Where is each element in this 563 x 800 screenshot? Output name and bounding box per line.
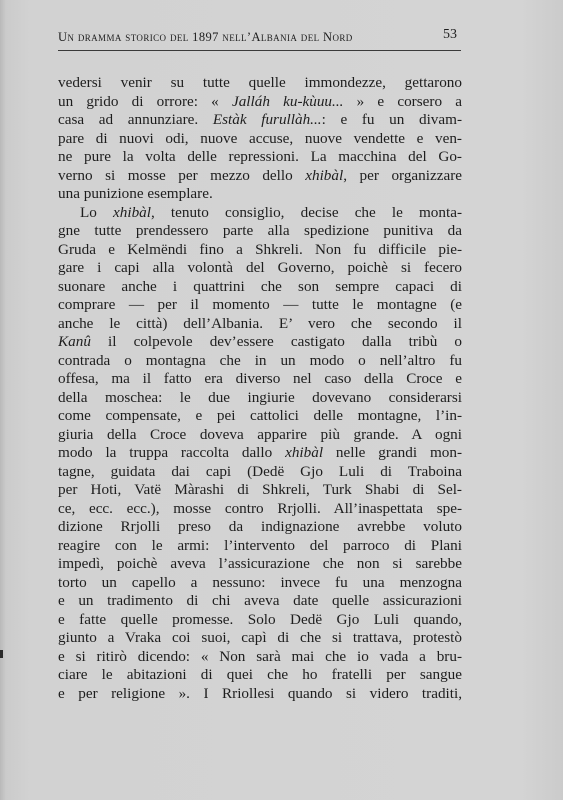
text-line: impedì, poichè aveva l’assicurazione che non si sarebbe bbox=[58, 555, 462, 572]
italic-term: Estàk furullàh... bbox=[212, 111, 322, 128]
italic-term: xhibàl bbox=[113, 203, 151, 221]
text-line: offesa, ma il fatto era diverso nel caso della Croce e bbox=[58, 370, 462, 387]
text-line: una punizione esemplare. bbox=[58, 185, 213, 202]
text-line: ce, ecc. ecc.), mosse contro Rrjolli. All’inaspettata spe- bbox=[58, 499, 462, 517]
text-line: Gruda e Kelmëndi fino a Shkreli. Non fu difficile pie- bbox=[58, 240, 462, 258]
text-line: casa ad annunziare. Estàk furullàh...: e fu un divam- bbox=[58, 111, 462, 128]
text-line: vedersi venir su tutte quelle immondezze, gettarono bbox=[58, 74, 462, 91]
text-line: tagne, guidata dai capi (Dedë Gjo Luli di Traboina bbox=[58, 462, 462, 480]
italic-term: xhibàl bbox=[285, 444, 324, 461]
text-line: per Hoti, Vatë Màrashi di Shkreli, Turk Shabi di Sel- bbox=[58, 481, 462, 498]
italic-term: Kanû bbox=[58, 333, 91, 350]
text-line: giuria della Croce doveva apparire più grande. A ogni bbox=[58, 425, 462, 443]
text-line: suonare anche i quattrini che son sempre capaci di bbox=[58, 277, 462, 295]
text-line: Lo xhibàl, tenuto consiglio, decise che le monta- bbox=[80, 203, 462, 221]
italic-term: xhibàl bbox=[305, 166, 344, 184]
text-line: comprare — per il momento — tutte le montagne (e bbox=[58, 296, 462, 313]
text-line: e un tradimento di chi aveva date quelle assicurazioni bbox=[58, 592, 462, 609]
text-line: come compensate, e pei cattolici delle montagne, l’in- bbox=[58, 407, 462, 424]
text-line: modo la truppa raccolta dallo xhibàl nelle grandi mon- bbox=[58, 444, 462, 461]
text-line: verno si mosse per mezzo dello xhibàl, per organizzare bbox=[58, 166, 462, 184]
text-line: giunto a Vraka coi suoi, capì di che si trattava, protestò bbox=[58, 629, 462, 646]
text-line: reagire con le armi: l’intervento del parroco di Plani bbox=[58, 536, 462, 554]
text-line: anche le città) dell’Albania. E’ vero che secondo il bbox=[58, 314, 462, 332]
text-line: torto un capello a nessuno: invece fu una menzogna bbox=[58, 573, 462, 591]
text-line: pare di nuovi odi, nuove accuse, nuove vendette e ven- bbox=[58, 129, 462, 147]
text-line: contrada o montagna che in un modo o nell’altro fu bbox=[58, 351, 462, 369]
scan-edge-mark bbox=[0, 650, 3, 658]
text-line: e si ritirò dicendo: « Non sarà mai che io vada a bru- bbox=[58, 647, 462, 665]
text-line: ne pure la volta delle repressioni. La macchina del Go- bbox=[58, 148, 462, 165]
text-line: dizione Rrjolli preso da indignazione avrebbe voluto bbox=[58, 518, 462, 535]
text-line: gne tutte prendessero parte alla spedizione punitiva da bbox=[58, 222, 462, 239]
text-line: un grido di orrore: « Jalláh ku-kùuu... » e corsero a bbox=[58, 92, 462, 110]
text-line: Kanû il colpevole dev’essere castigato dalla tribù o bbox=[58, 333, 462, 350]
body-text bbox=[58, 74, 462, 703]
text-line: e fatte quelle promesse. Solo Dedë Gjo Luli quando, bbox=[58, 610, 462, 628]
page-number: 53 bbox=[443, 27, 457, 42]
header-rule bbox=[58, 50, 461, 51]
text-line: ciare le abitazioni di quei che ho fratelli per sangue bbox=[58, 666, 462, 683]
running-title: Un dramma storico del 1897 nell’Albania del Nord bbox=[58, 30, 353, 44]
italic-term: Jalláh ku-kùuu... bbox=[231, 92, 344, 110]
text-line: gare i capi alla volontà del Governo, poichè si fecero bbox=[58, 259, 462, 276]
text-line: e per religione ». I Rriollesi quando si videro traditi, bbox=[58, 684, 462, 702]
text-line: della moschea: le due ingiurie dovevano considerarsi bbox=[58, 388, 462, 406]
